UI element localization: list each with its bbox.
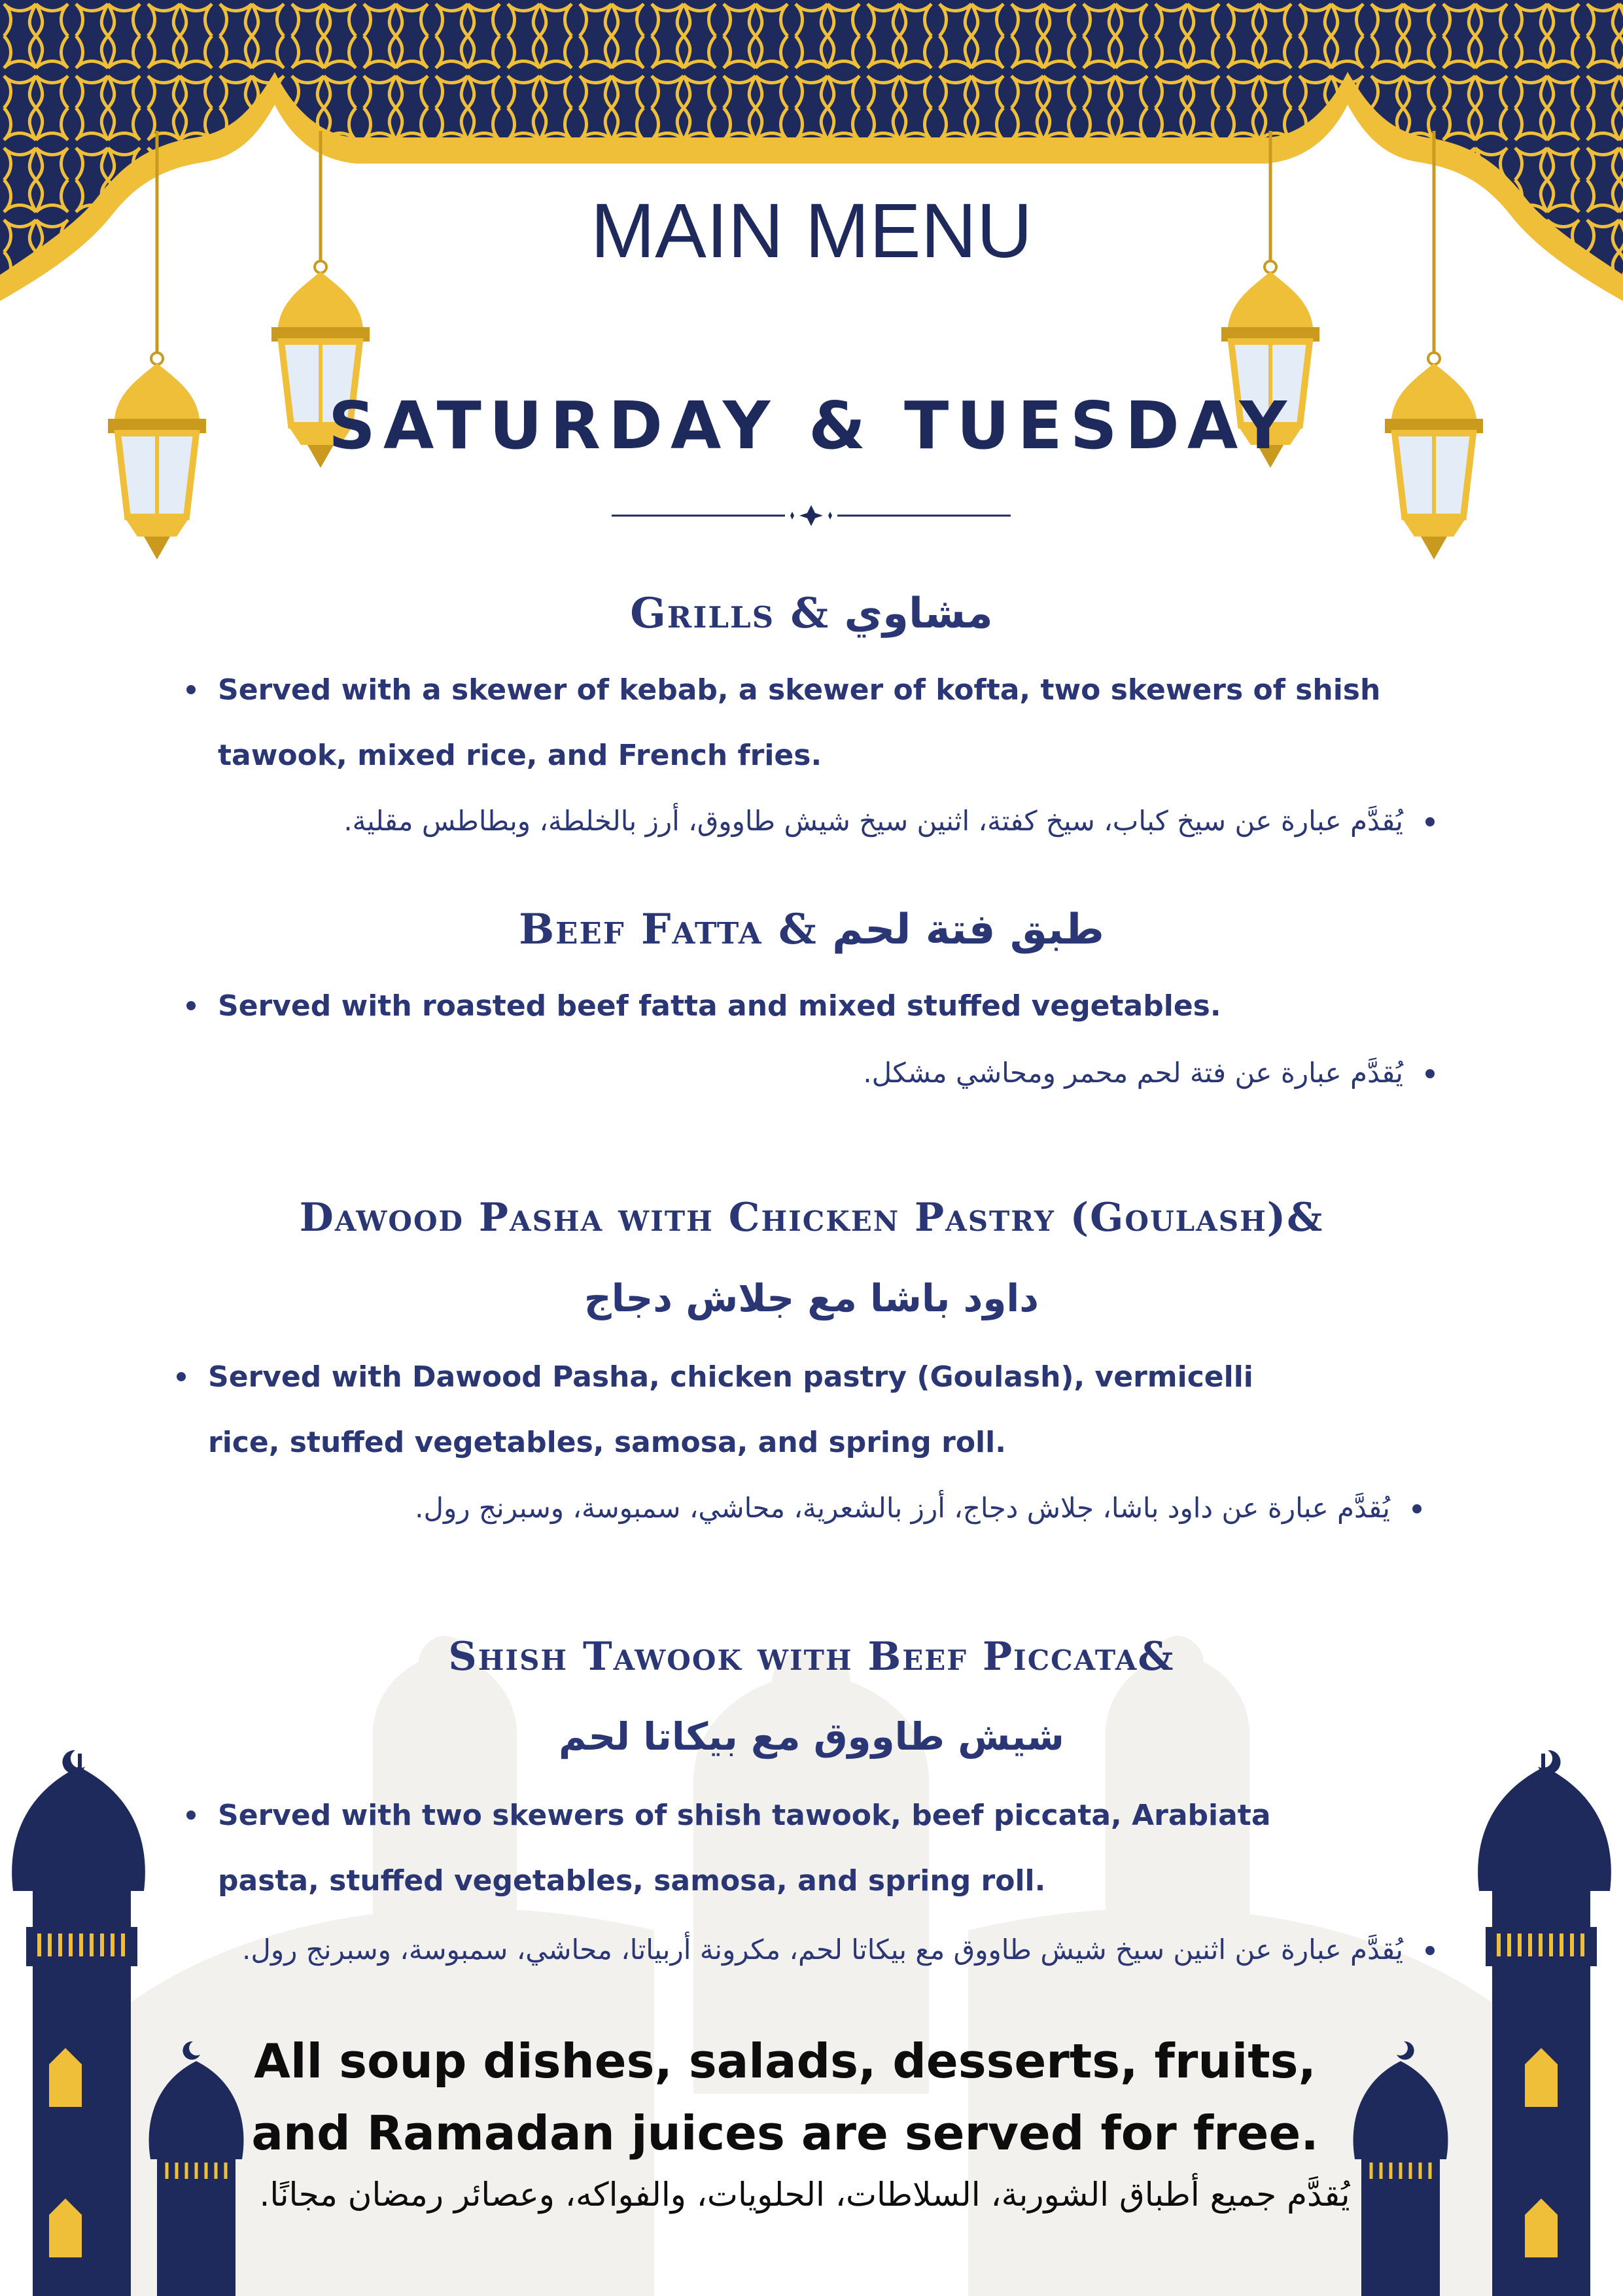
section-title-beef-fatta [0, 905, 1623, 954]
section-title-en: Beef Fatta & [519, 905, 818, 954]
divider-star-icon [612, 504, 1011, 530]
section-title-en: Grills & [630, 589, 830, 638]
menu-item-description-ar: يُقدَّم عبارة عن داود باشا، جلاش دجاج، أرز بالشعرية، محاشي، سمبوسة، وسبرنج رول. [196, 1475, 1390, 1541]
section-title-ar: مشاوي [844, 590, 993, 638]
section-title-en: Dawood Pasha with Chicken Pastry (Goulash)& [299, 1195, 1324, 1241]
menu-item-description-en: Served with two skewers of shish tawook, beef piccata, Arabiata pasta, stuffed vegetables, samosa, and spring roll. [218, 1783, 1343, 1914]
menu-item-description-en: Served with a skewer of kebab, a skewer of kofta, two skewers of shish tawook, mixed rice, and French fries. [218, 658, 1448, 788]
section-title-ar: طبق فتة لحم [832, 906, 1104, 954]
section-title-dawood-pasha [0, 1195, 1623, 1241]
section-title-grills [0, 589, 1623, 638]
footer-note-en: All soup dishes, salads, desserts, fruits, and Ramadan juices are served for free. [251, 2034, 1319, 2161]
section-title-ar: شيش طاووق مع بيكاتا لحم [559, 1714, 1064, 1759]
footer-note-ar: يُقدَّم جميع أطباق الشوربة، السلاطات، الحلويات، والفواكه، وعصائر رمضان مجانًا. [259, 2176, 1350, 2214]
section-title-en: Shish Tawook with Beef Piccata& [448, 1634, 1175, 1680]
section-title-shish-tawook [0, 1634, 1623, 1680]
page-title: MAIN MENU [590, 188, 1033, 274]
menu-item-description-en: Served with Dawood Pasha, chicken pastry (Goulash), vermicelli rice, stuffed vegetables, samosa, and spring roll. [208, 1345, 1307, 1475]
menu-item-description-ar: يُقدَّم عبارة عن سيخ كباب، سيخ كفتة، اثنين سيخ شيش طاووق، أرز بالخلطة، وبطاطس مقلية. [196, 788, 1403, 854]
menu-item-description-en: Served with roasted beef fatta and mixed stuffed vegetables. [218, 974, 1448, 1039]
menu-item-description-ar: يُقدَّم عبارة عن فتة لحم محمر ومحاشي مشكل. [196, 1040, 1403, 1106]
mosque-dome-icon [12, 1750, 145, 2296]
menu-item-description-ar: يُقدَّم عبارة عن اثنين سيخ شيش طاووق مع بيكاتا لحم، مكرونة أربياتا، محاشي، سمبوسة، وسبرنج رول. [177, 1917, 1403, 1983]
section-title-ar: داود باشا مع جلاش دجاج [584, 1276, 1039, 1320]
page-subtitle: SATURDAY & TUESDAY [328, 387, 1295, 464]
mosque-dome-icon [1478, 1750, 1611, 2296]
